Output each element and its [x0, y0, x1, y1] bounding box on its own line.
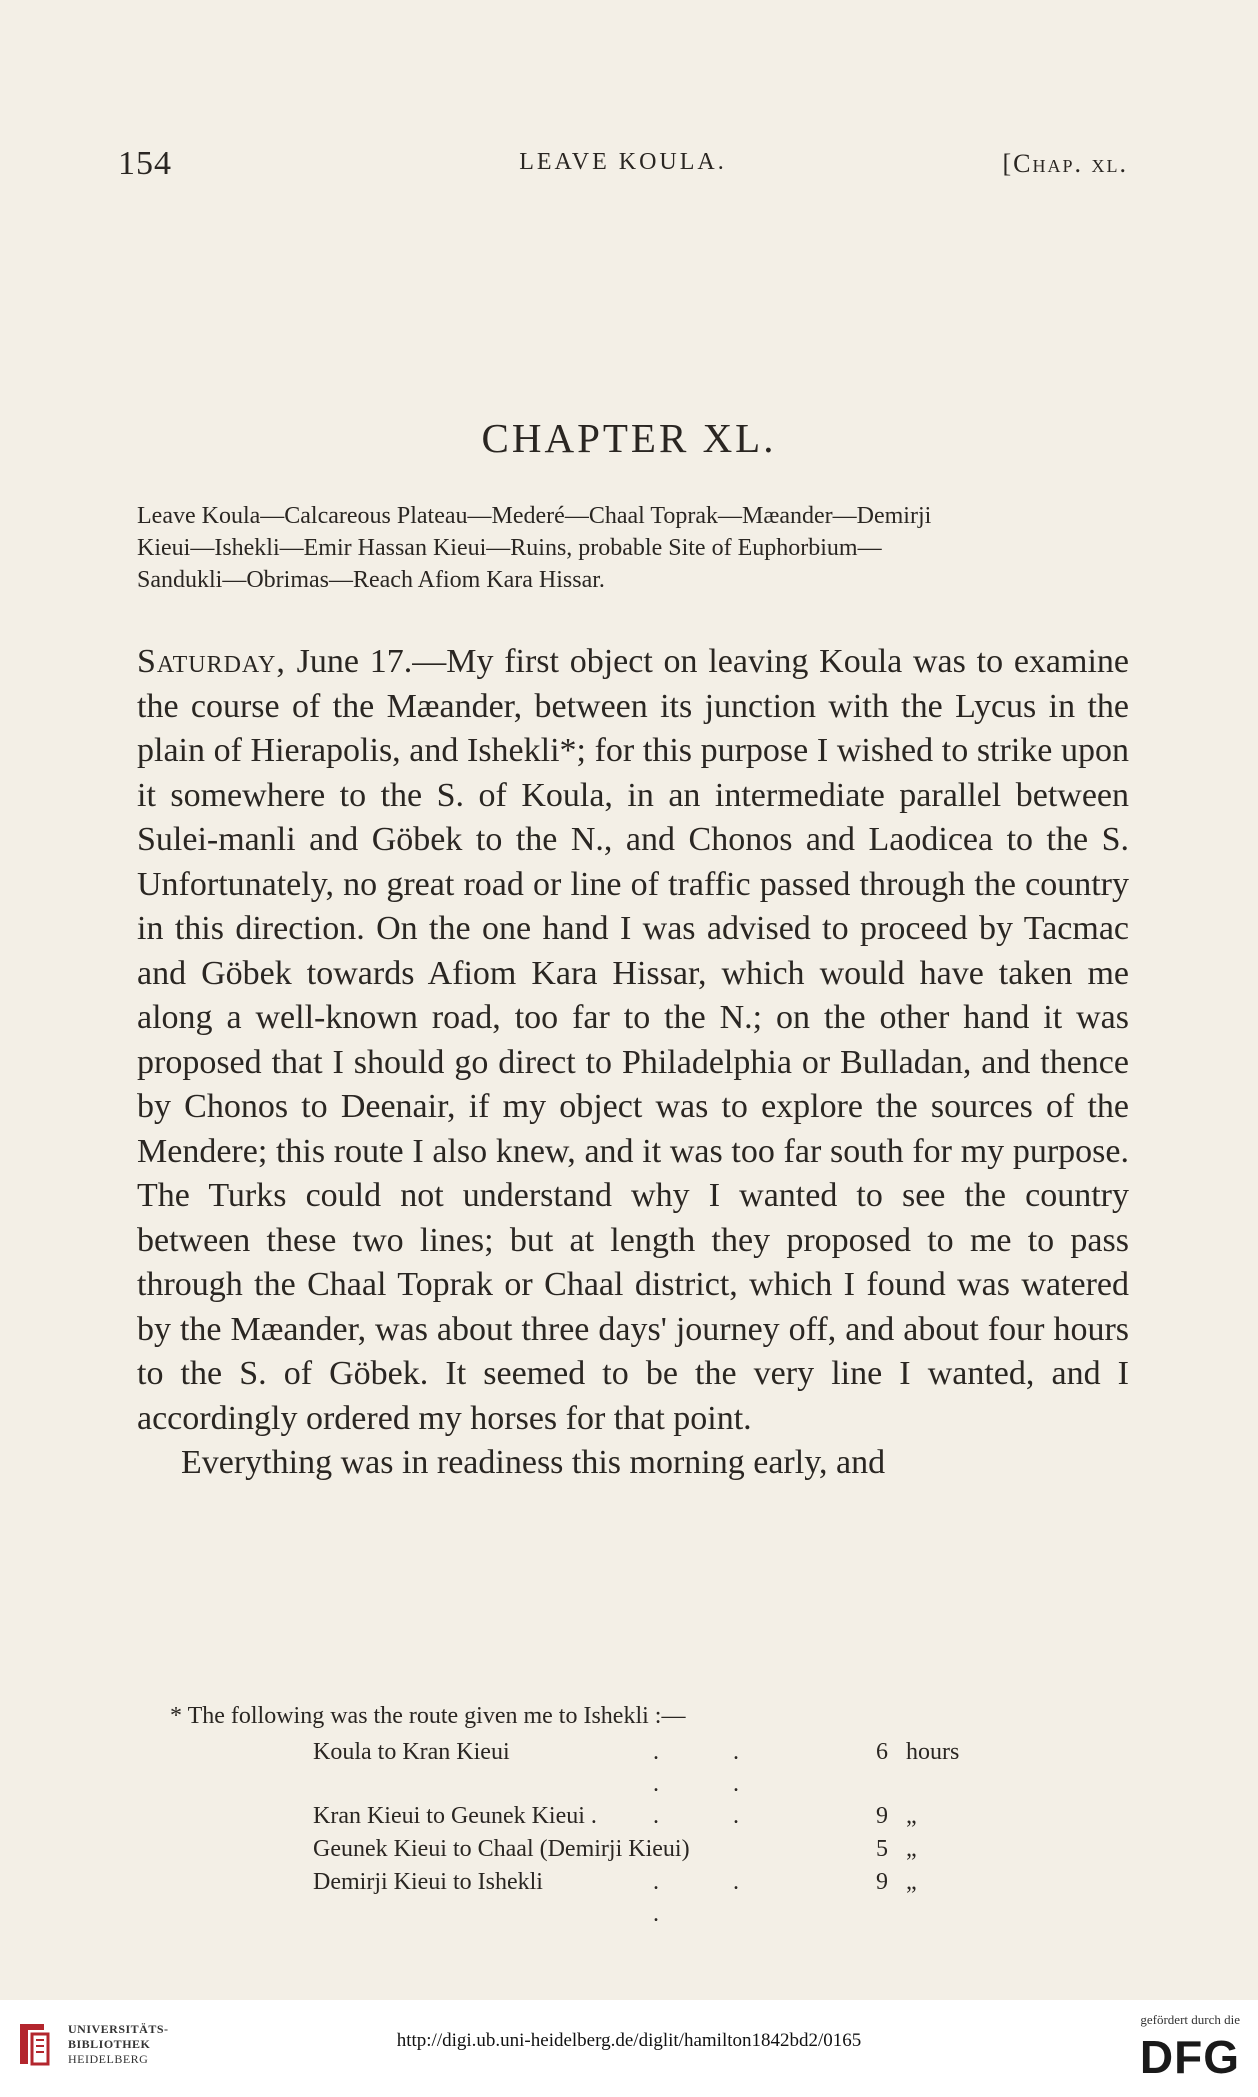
route-row [313, 1736, 959, 1800]
paragraph: Everything was in readiness this morning early, and [181, 1444, 886, 1481]
funding-note: gefördert durch die [1140, 2012, 1240, 2027]
route-row [313, 1800, 959, 1833]
route-place: Demirji Kieui to Ishekli [313, 1869, 543, 1895]
running-title: LEAVE KOULA. [519, 149, 727, 175]
route-row [313, 1833, 959, 1866]
route-dots: . . . [653, 1869, 773, 1927]
footnote-intro: * The following was the route given me to Ishekli :— [170, 1703, 686, 1729]
paragraph-text: June 17.—My first object on leaving Koula was to examine the course of the Mæander, between its junction with the Lycus in the plain of Hierapolis, and Ishekli*; for this purpose I wished to strike upon it somewhere to the S. of Koula, in an intermediate parallel between Sulei-manli and Göbek to the N., and Chonos and Laodicea to the S. Unfortunately, no great road or line of traffic passed through the country in this direction. On the one hand I was advised to proceed by Tacmac and Göbek towards Afiom Kara Hissar, which would have taken me along a well-known road, too far to the N.; on the other hand it was proposed that I should go direct to Philadelphia or Bulladan, and thence by Chonos to Deenair, if my object was to explore the sources of the Mendere; this route I also knew, and it was too far south for my purpose. The Turks could not understand why I wanted to see the country between these two lines; but at length they proposed to me to pass through the Chaal Toprak or Chaal district, which I found was watered by the Mæander, was about three days' journey off, and about four hours to the S. of Göbek. It seemed to be the very line I wanted, and I accordingly ordered my horses for that point. [137, 643, 1129, 1437]
library-line: UNIVERSITÄTS- [68, 2022, 169, 2036]
route-place: Geunek Kieui to Chaal (Demirji Kieui) [313, 1836, 690, 1862]
chapter-reference: [Chap. xl. [1002, 149, 1128, 178]
route-unit: „ [906, 1803, 917, 1829]
route-unit: hours [906, 1739, 960, 1765]
paragraph [137, 640, 1129, 1441]
dfg-logo: DFG [1139, 2031, 1240, 2083]
route-unit: „ [906, 1869, 917, 1895]
route-place: Koula to Kran Kieui [313, 1739, 510, 1765]
page-number: 154 [118, 145, 172, 182]
route-value: 6 [876, 1739, 888, 1765]
route-dots: . . . . [653, 1739, 773, 1797]
library-line: HEIDELBERG [68, 2052, 149, 2066]
route-dots: . . [653, 1803, 773, 1829]
route-place: Kran Kieui to Geunek Kieui . [313, 1803, 597, 1829]
route-unit: „ [906, 1836, 917, 1862]
summary-line: Leave Koula—Calcareous Plateau—Mederé—Chaal Toprak—Mæander—Demirji [137, 503, 932, 529]
body-text [137, 640, 1129, 1486]
summary-line: Kieui—Ishekli—Emir Hassan Kieui—Ruins, probable Site of Euphorbium— [137, 535, 882, 561]
chapter-summary [137, 500, 1127, 596]
route-value: 9 [876, 1803, 888, 1829]
route-table [313, 1736, 959, 1930]
route-value: 5 [876, 1836, 888, 1862]
route-value: 9 [876, 1869, 888, 1895]
footnote [170, 1700, 1020, 1930]
library-line: BIBLIOTHEK [68, 2037, 151, 2051]
summary-line: Sandukli—Obrimas—Reach Afiom Kara Hissar. [137, 567, 605, 593]
chapter-title: CHAPTER XL. [481, 415, 777, 461]
date-label: Saturday, [137, 643, 286, 680]
route-row [313, 1866, 959, 1930]
permalink-url[interactable]: http://digi.ub.uni-heidelberg.de/diglit/hamilton1842bd2/0165 [396, 2030, 862, 2051]
